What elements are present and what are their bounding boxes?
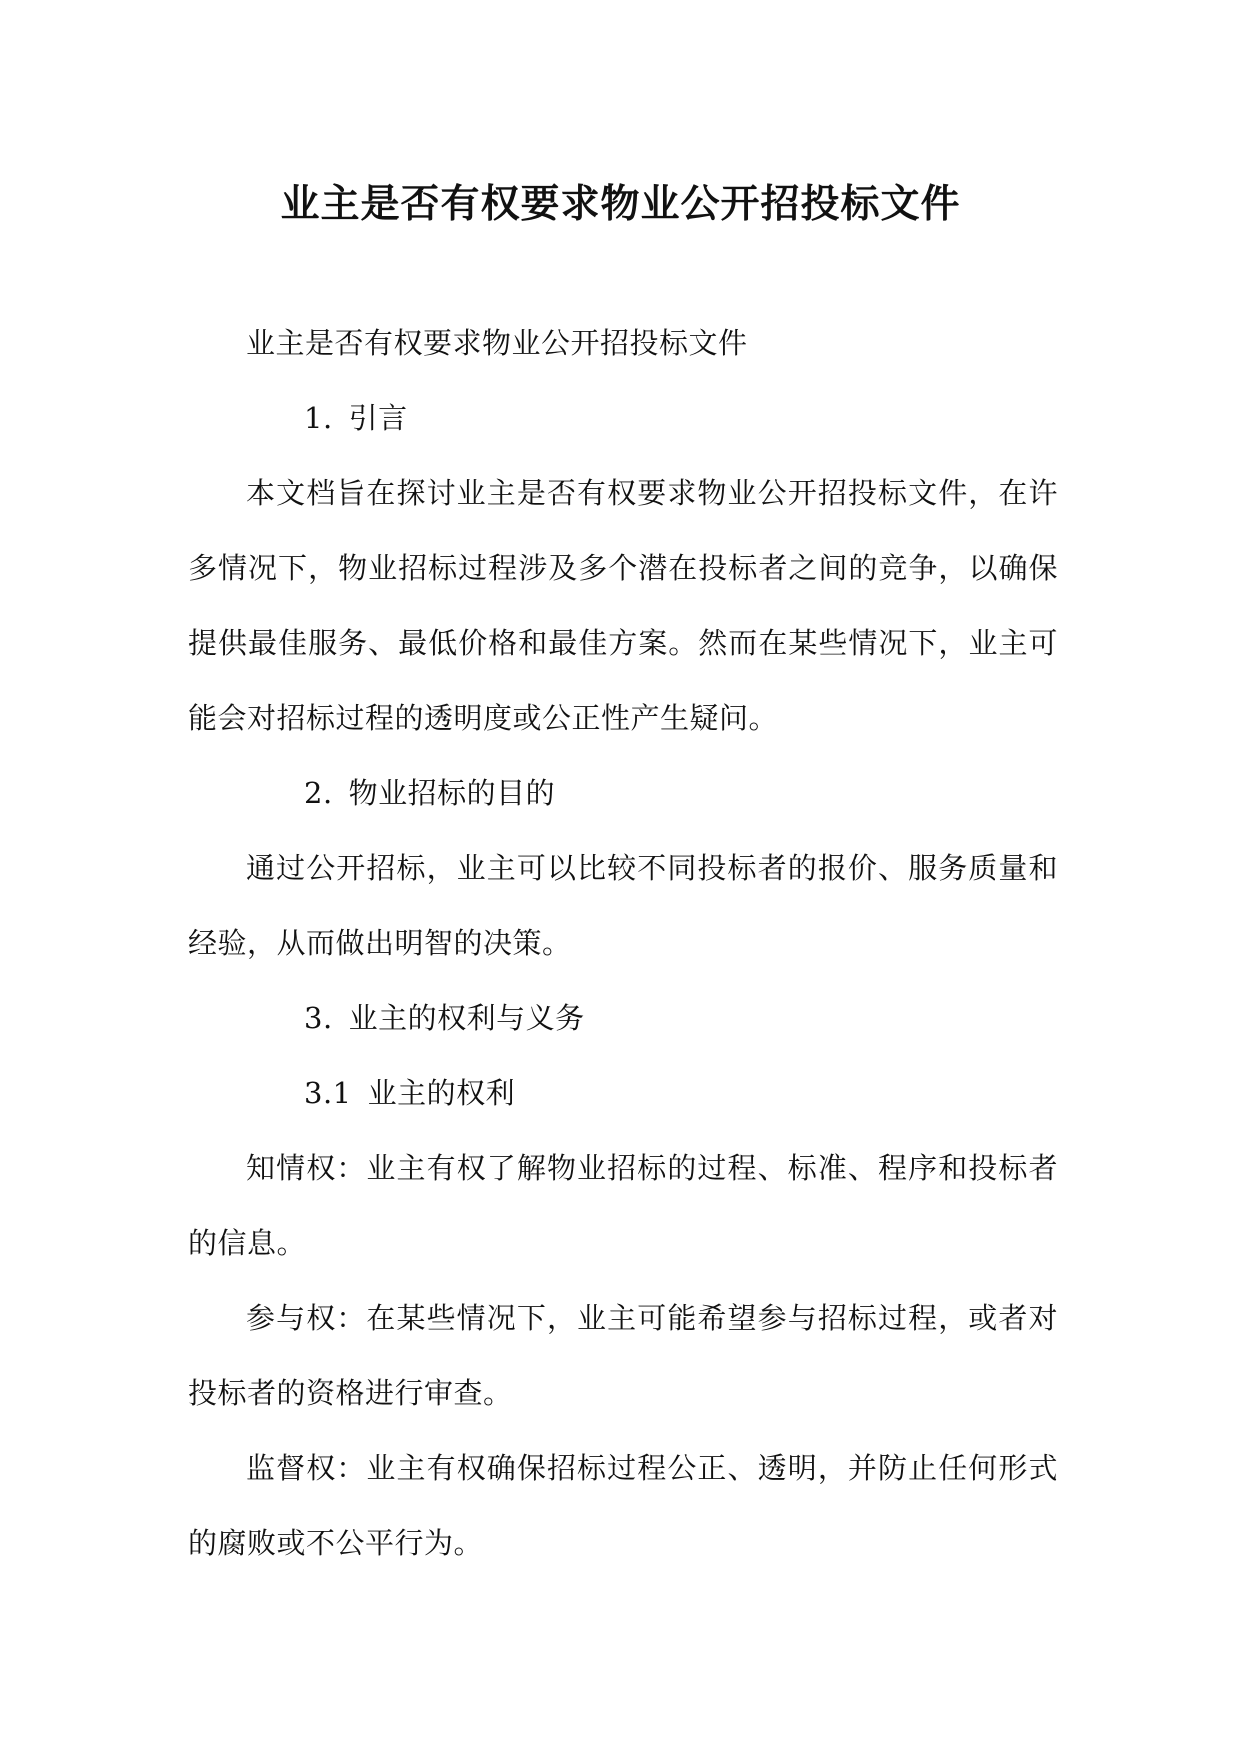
section-number: 2. bbox=[304, 776, 333, 810]
subsection-heading-owner-rights bbox=[188, 1056, 1058, 1131]
section-heading-rights-duties bbox=[188, 981, 1058, 1056]
document-title: 业主是否有权要求物业公开招投标文件 bbox=[280, 182, 961, 227]
section-heading-text: 业主的权利 bbox=[367, 1076, 516, 1110]
section-heading-text: 业主的权利与义务 bbox=[348, 1001, 585, 1035]
introduction-paragraph: 本文档旨在探讨业主是否有权要求物业公开招投标文件，在许多情况下，物业招标过程涉及多个潜在投标者之间的竞争，以确保提供最佳服务、最低价格和最佳方案。然而在某些情况下，业主可能会对招标过程的透明度或公正性产生疑问。 bbox=[188, 476, 1058, 735]
intro-paragraph: 业主是否有权要求物业公开招投标文件 bbox=[246, 326, 748, 360]
purpose-paragraph: 通过公开招标，业主可以比较不同投标者的报价、服务质量和经验，从而做出明智的决策。 bbox=[188, 851, 1058, 960]
section-number: 1. bbox=[304, 401, 333, 435]
section-heading-text: 引言 bbox=[348, 401, 408, 435]
section-number: 3. bbox=[304, 1001, 333, 1035]
section-heading-purpose bbox=[188, 756, 1058, 831]
section-number: 3.1 bbox=[304, 1076, 352, 1110]
section-heading-introduction bbox=[188, 381, 1058, 456]
right-to-supervise-paragraph: 监督权：业主有权确保招标过程公正、透明，并防止任何形式的腐败或不公平行为。 bbox=[188, 1451, 1058, 1560]
section-heading-text: 物业招标的目的 bbox=[348, 776, 556, 810]
right-to-know-paragraph: 知情权：业主有权了解物业招标的过程、标准、程序和投标者的信息。 bbox=[188, 1151, 1058, 1260]
right-to-participate-paragraph: 参与权：在某些情况下，业主可能希望参与招标过程，或者对投标者的资格进行审查。 bbox=[188, 1301, 1058, 1410]
document-body bbox=[188, 306, 1058, 1581]
